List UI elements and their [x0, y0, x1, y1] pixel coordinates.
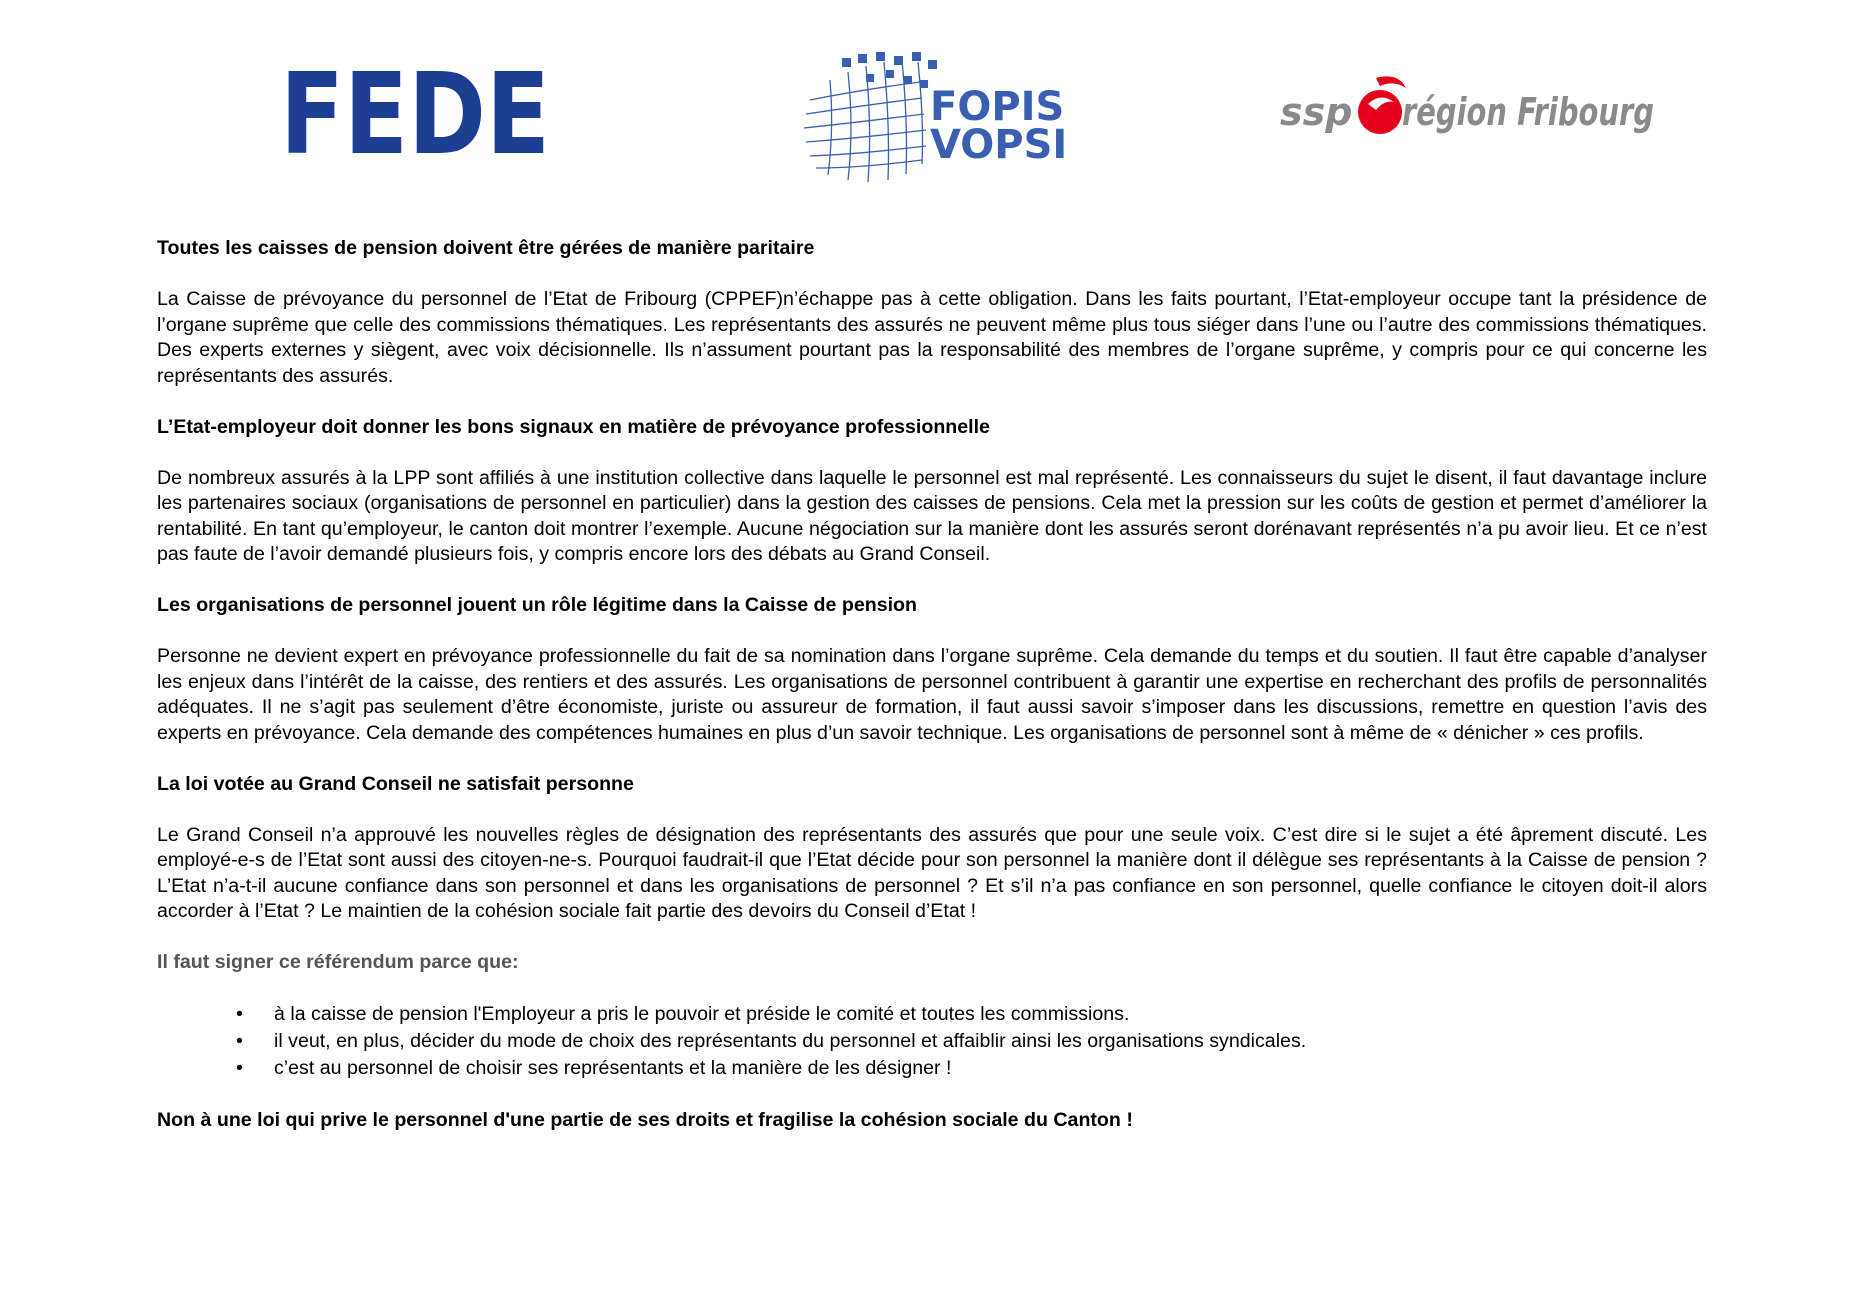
ssp-suffix-text: région Fribourg [1402, 90, 1654, 134]
list-item [236, 1028, 1707, 1055]
section-paragraph-4: Le Grand Conseil n’a approuvé les nouvelles règles de désignation des représentants des assurés que pour une seule voix. C’est dire si le sujet a été âprement discuté. Les employé-e-s de l’Etat sont aussi des citoyen-ne-s. Pourquoi faudrait-il que l’Etat décide pour son personnel la manière dont il délègue ses représentants à la Caisse de pension ? L’Etat n’a-t-il aucune confiance dans son personnel et dans les organisations de personnel ? Et s’il n’a pas confiance en son personnel, quelle confiance le citoyen doit-il alors accorder à l’Etat ? Le maintien de la cohésion sociale fait partie des devoirs du Conseil d’Etat ! [157, 823, 1707, 922]
section-paragraph-1: La Caisse de prévoyance du personnel de l’Etat de Fribourg (CPPEF)n’échappe pas à cette obligation. Dans les faits pourtant, l’Etat-employeur occupe tant la présidence de l’organe suprême que celle des commissions thématiques. Les représentants des assurés ne peuvent même plus tous siéger dans l’une ou l’autre des commissions thématiques. Des experts externes y siègent, avec voix décisionnelle. Ils n’assument pourtant pas la responsabilité des membres de l’organe suprême, y compris pour ce qui concerne les représentants des assurés. [157, 288, 1707, 387]
vopsi-text: VOPSI [930, 122, 1068, 168]
section-heading-3: Les organisations de personnel jouent un rôle légitime dans la Caisse de pension [157, 594, 917, 616]
list-item [236, 1055, 1707, 1082]
ssp-region-fribourg-logo [1280, 70, 1660, 150]
ssp-prefix-text: ssp [1280, 90, 1353, 134]
section-paragraph-2: De nombreux assurés à la LPP sont affiliés à une institution collective dans laquelle le personnel est mal représenté. Les connaisseurs du sujet le disent, il faut davantage inclure les partenaires sociaux (organisations de personnel en particulier) dans la gestion des caisses de pensions. Cela met la pression sur les coûts de gestion et permet d’améliorer la rentabilité. En tant qu’employeur, le canton doit montrer l’exemple. Aucune négociation sur la manière dont les assurés seront dorénavant représentés n’a pu avoir lieu. Et ce n’est pas faute de l’avoir demandé plusieurs fois, y compris encore lors des débats au Grand Conseil. [157, 466, 1707, 565]
referendum-bullet-list [157, 1001, 1707, 1082]
ssp-swoosh-icon [1358, 76, 1406, 134]
referendum-heading: Il faut signer ce référendum parce que: [157, 951, 519, 973]
fopis-squares [842, 52, 937, 88]
fopis-vopsi-logo [800, 50, 1070, 185]
bullet-icon: • [236, 1030, 243, 1052]
section-heading-4: La loi votée au Grand Conseil ne satisfait personne [157, 772, 634, 795]
bullet-icon: • [236, 1003, 243, 1025]
bullet-icon: • [236, 1057, 243, 1079]
logo-header [0, 0, 1851, 200]
document-body [157, 236, 1707, 1133]
closing-statement: Non à une loi qui prive le personnel d'une partie de ses droits et fragilise la cohésion sociale du Canton ! [157, 1108, 1133, 1131]
fede-logo-text: FEDE [280, 50, 550, 180]
bullet-text-1: à la caisse de pension l'Employeur a pris le pouvoir et préside le comité et toutes les commissions. [274, 1003, 1130, 1025]
section-heading-2: L’Etat-employeur doit donner les bons signaux en matière de prévoyance professionnelle [157, 415, 990, 438]
bullet-text-3: c’est au personnel de choisir ses représentants et la manière de les désigner ! [274, 1057, 952, 1079]
section-heading-1: Toutes les caisses de pension doivent être gérées de manière paritaire [157, 237, 815, 259]
fede-logo [280, 50, 550, 180]
section-paragraph-3: Personne ne devient expert en prévoyance professionnelle du fait de sa nomination dans l’organe suprême. Cela demande du temps et du soutien. Il faut être capable d’analyser les enjeux dans l’intérêt de la caisse, des rentiers et des assurés. Les organisations de personnel contribuent à garantir une expertise en recherchant des profils de personnalités adéquates. Il ne s’agit pas seulement d’être économiste, juriste ou assureur de formation, il faut aussi savoir s’imposer dans les discussions, remettre en question l’avis des experts en prévoyance. Cela demande des compétences humaines en plus d’un savoir technique. Les organisations de personnel sont à même de « dénicher » ces profils. [157, 645, 1707, 744]
fopis-text: FOPIS [930, 84, 1065, 130]
bullet-text-2: il veut, en plus, décider du mode de choix des représentants du personnel et affaiblir ainsi les organisations syndicales. [274, 1030, 1307, 1052]
list-item [236, 1001, 1707, 1028]
